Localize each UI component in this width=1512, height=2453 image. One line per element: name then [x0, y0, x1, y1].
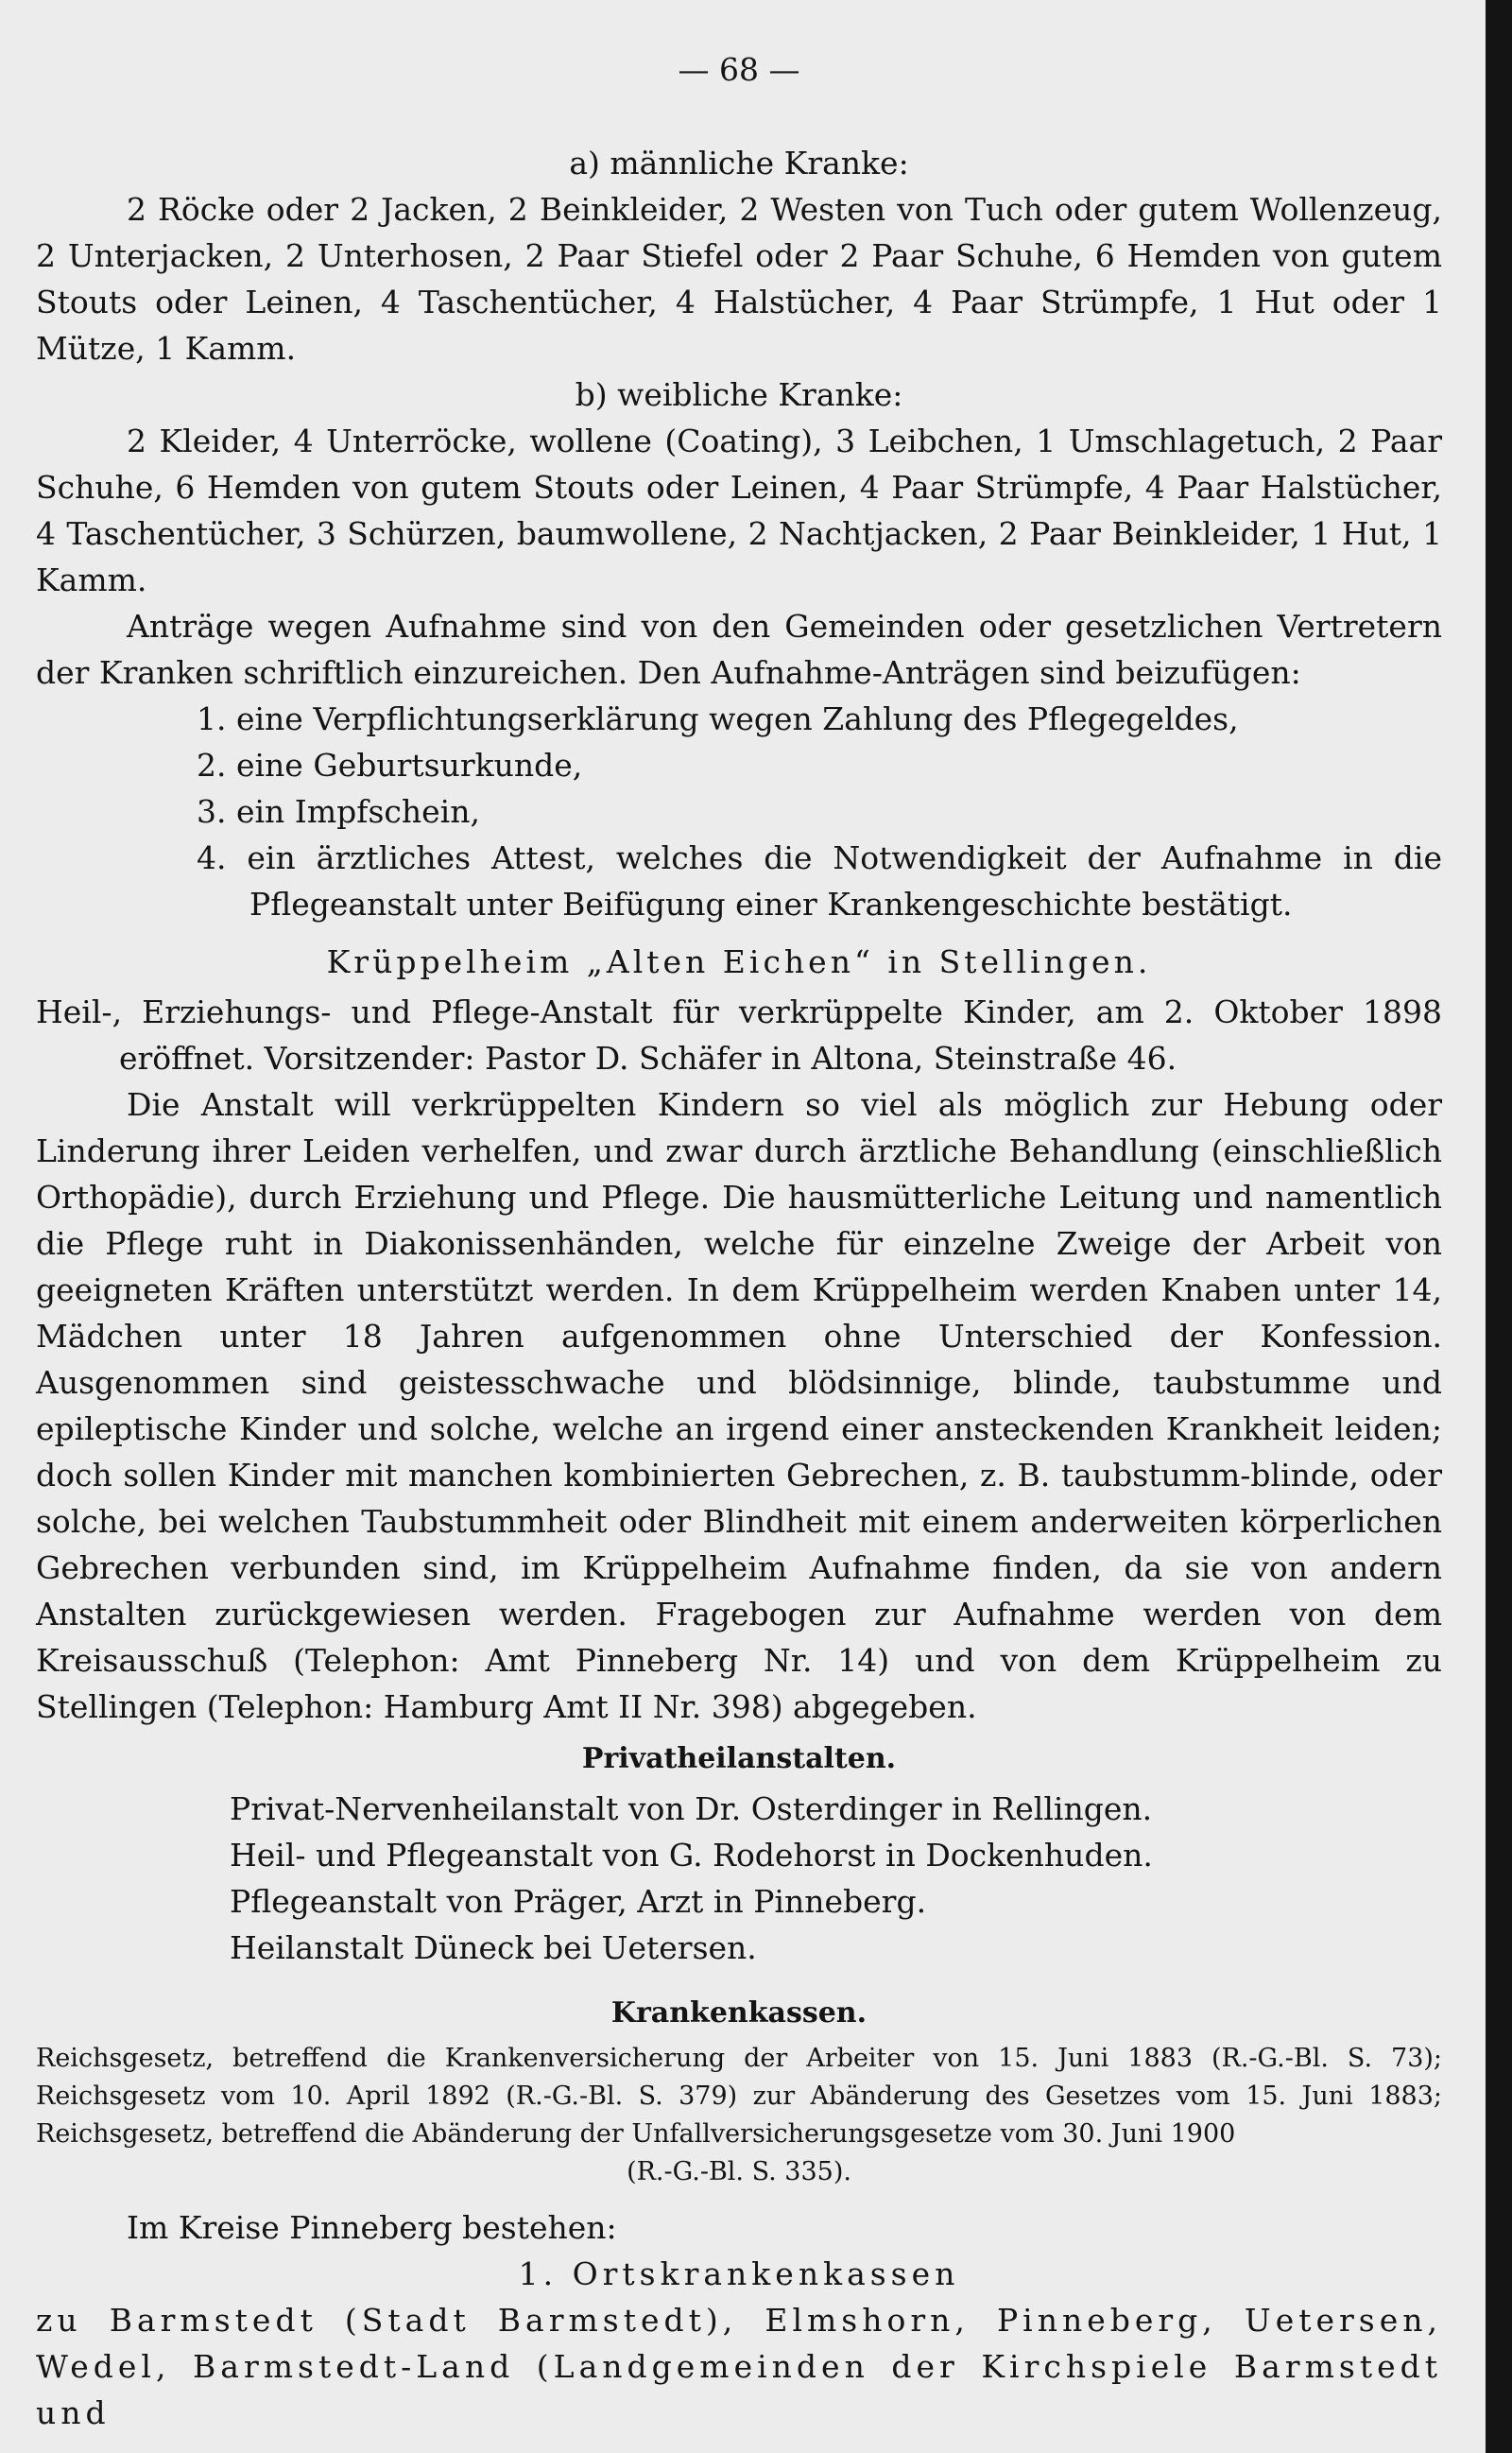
section-a-text: 2 Röcke oder 2 Jacken, 2 Beinkleider, 2 Westen von Tuch oder gutem Wollenzeug, 2 Unterjacken, 2 Unterhosen, 2 Paar Stiefel oder 2 Paar Schuhe, 6 Hemden von gutem Stouts oder Leinen, 4 Taschentücher, 4 Halstücher, 4 Paar Strümpfe, 1 Hut oder 1 Mütze, 1 Kamm. — [36, 191, 1442, 367]
list-item: 1. eine Verpflichtungserklärung wegen Zahlung des Pflegegeldes, — [197, 700, 1239, 737]
krankenkassen-text: Reichsgesetz, betreffend die Krankenversicherung der Arbeiter von 15. Juni 1883 (R.-G.-Bl. S. 73); Reichsgesetz vom 10. April 1892 (R.-G.-Bl. S. 379) zur Abänderung des Gesetzes vom 15. Juni 1883; Reichsgesetz, betreffend die Abänderung der Unfallversicherungsgesetze vom 30. Juni 1900 — [36, 2044, 1442, 2149]
page-edge-shadow — [1486, 0, 1512, 2453]
facility-item: Heilanstalt Düneck bei Uetersen. — [230, 1929, 757, 1966]
krueppelheim-text: Die Anstalt will verkrüppelten Kindern so viel als möglich zur Hebung oder Linderung ihrer Leiden verhelfen, und zwar durch ärztliche Behandlung (einschließlich Orthopädie), durch Erziehung und Pflege. Die hausmütterliche Leitung und namentlich die Pflege ruht in Diakonissenhänden, welche für einzelne Zweige der Arbeit von geeigneten Kräften unterstützt werden. In dem Krüppelheim werden Knaben unter 14, Mädchen unter 18 Jahren aufgenommen ohne Unterschied der Konfession. Ausgenommen sind geistesschwache und blödsinnige, blinde, taubstumme und epileptische Kinder und solche, welche an irgend einer ansteckenden Krankheit leiden; doch sollen Kinder mit manchen kombinierten Gebrechen, z. B. taubstumm-blinde, oder solche, bei welchen Taubstummheit oder Blindheit mit einem anderweiten körperlichen Gebrechen verbunden sind, im Krüppelheim Aufnahme finden, da sie von andern Anstalten zurückgewiesen werden. Fragebogen zur Aufnahme werden von dem Kreisausschuß (Telephon: Amt Pinneberg Nr. 14) und von dem Krüppelheim zu Stellingen (Telephon: Hamburg Amt II Nr. 398) abgegeben. — [36, 1086, 1442, 1725]
facility-item: Privat-Nervenheilanstalt von Dr. Osterdinger in Rellingen. — [230, 1790, 1153, 1827]
section-a-heading: a) männliche Kranke: — [569, 145, 909, 181]
kreis-intro: Im Kreise Pinneberg bestehen: — [127, 2209, 617, 2246]
ortskrankenkassen-text: zu Barmstedt (Stadt Barmstedt), Elmshorn, Pinneberg, Uetersen, Wedel, Barmstedt-Land (Landgemeinden der Kirchspiele Barmstedt und — [36, 2302, 1442, 2431]
section-b-text: 2 Kleider, 4 Unterröcke, wollene (Coating), 3 Leibchen, 1 Umschlagetuch, 2 Paar Schuhe, 6 Hemden von gutem Stouts oder Leinen, 4 Paar Strümpfe, 4 Paar Halstücher, 4 Taschentücher, 3 Schürzen, baumwollene, 2 Nachtjacken, 2 Paar Beinkleider, 1 Hut, 1 Kamm. — [36, 423, 1442, 598]
list-item: 4. ein ärztliches Attest, welches die Notwendigkeit der Aufnahme in die Pflegeanstalt unter Beifügung einer Krankengeschichte bestätigt. — [197, 839, 1442, 923]
list-item: 3. ein Impfschein, — [197, 793, 480, 830]
applications-list — [197, 696, 1442, 927]
privat-title: Privatheilanstalten. — [581, 1742, 897, 1775]
krankenkassen-title: Krankenkassen. — [610, 1996, 868, 2030]
facility-item: Heil- und Pflegeanstalt von G. Rodehorst in Dockenhuden. — [230, 1837, 1153, 1874]
page-content — [36, 51, 1442, 2436]
facility-item: Pflegeanstalt von Präger, Arzt in Pinneberg. — [230, 1883, 927, 1920]
page-number: — 68 — — [678, 51, 800, 88]
list-item: 2. eine Geburtsurkunde, — [197, 747, 583, 784]
section-b-heading: b) weibliche Kranke: — [575, 376, 903, 413]
krueppelheim-title: Krüppelheim „Alten Eichen“ in Stellingen. — [326, 943, 1152, 980]
applications-text: Anträge wegen Aufnahme sind von den Gemeinden oder gesetzlichen Vertretern der Kranken schriftlich einzureichen. Den Aufnahme-Anträgen sind beizufügen: — [36, 608, 1442, 691]
ortskrankenkassen-heading: 1. Ortskrankenkassen — [518, 2255, 960, 2292]
krankenkassen-reference: (R.-G.-Bl. S. 335). — [627, 2157, 851, 2186]
krueppelheim-intro: Heil-, Erziehungs- und Pflege-Anstalt für verkrüppelte Kinder, am 2. Oktober 1898 eröffnet. Vorsitzender: Pastor D. Schäfer in Altona, Steinstraße 46. — [36, 993, 1442, 1077]
